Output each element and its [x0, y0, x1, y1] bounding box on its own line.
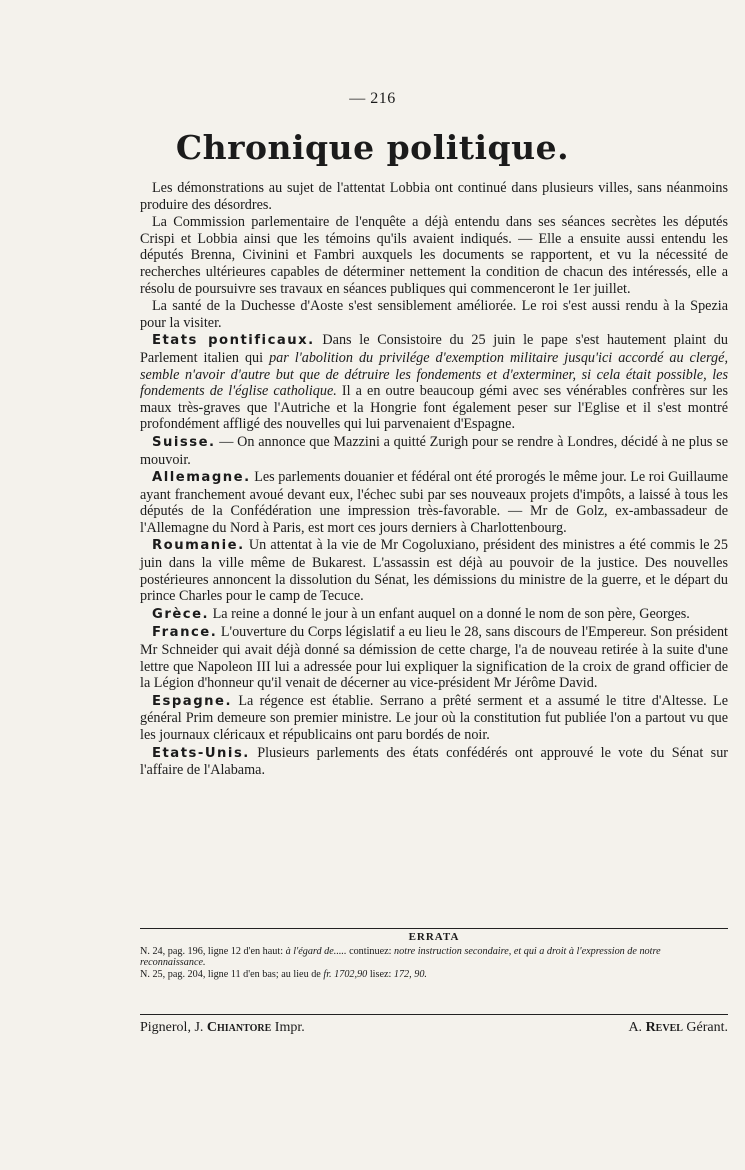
section-heading: Roumanie. — [152, 538, 245, 554]
imprint-footer — [140, 1014, 728, 1036]
errata-line — [140, 969, 728, 981]
printer-credit — [140, 1020, 305, 1036]
paragraph-text: Il a en outre beaucoup gémi avec ses vénérables confrères sur les maux très-graves que l'Autriche et la Hongrie font également peser sur l'Eglise et il s'est montré profondément affligé des nouvelles qui lui parvenaient d'Espagne. — [140, 383, 728, 433]
paragraph-etats-pontificaux — [140, 332, 728, 433]
article-body — [140, 180, 728, 780]
errata-title: ERRATA — [408, 931, 460, 943]
paragraph — [140, 180, 728, 213]
section-heading: Espagne. — [152, 693, 232, 709]
paragraph-text: Un attentat à la vie de Mr Cogoluxiano, président des ministres a été commis le 25 juin dans la ville même de Bukarest. L'assassin est déjà au pouvoir de la justice. Des nouvelles postérieures annoncent la dissolution du Sénat, les démissions du ministre de la guerre, et le départ du prince Charles pour le camp de Tecuce. — [140, 537, 728, 605]
paragraph-text: La régence est établie. Serrano a prêté serment et a assumé le titre d'Altesse. Le général Prim demeure son premier ministre. Le jour où la constitution fut publiée l'on a partout vu que les journaux cléricaux et républicains ont paru bordés de noir. — [140, 692, 728, 743]
manager-credit — [628, 1020, 728, 1036]
paragraph — [140, 214, 728, 297]
errata-ref: N. 24, pag. 196, ligne 12 d'en haut: — [140, 945, 284, 957]
section-heading: Etats pontificaux. — [152, 333, 315, 349]
paragraph-text: L'ouverture du Corps législatif a eu lieu le 28, sans discours de l'Empereur. Son président Mr Schneider qui avait déjà donné sa démission de cette charge, l'a de nouveau retirée à la suite d'une lettre que Napoleon III lui a adressée pour lui expliquer la signification de la croix de grand officier de la Légion d'honneur qu'il venait de décerner au vice-président Mr Jérôme David. — [140, 624, 728, 692]
page-title: Chronique politique. — [175, 128, 570, 167]
paragraph-text: — On annonce que Mazzini a quitté Zurigh pour se rendre à Londres, décidé à ne plus se mouvoir. — [140, 433, 728, 468]
manager-prefix: A. — [628, 1020, 643, 1035]
printer-name: Chiantore — [206, 1020, 272, 1035]
errata-original: à l'égard de..... — [285, 945, 347, 957]
errata-instruction: lisez: — [369, 968, 392, 980]
paragraph-france — [140, 624, 728, 691]
paragraph-text: Les démonstrations au sujet de l'attentat Lobbia ont continué dans plusieurs villes, sans néanmoins produire des désordres. — [140, 180, 728, 213]
paragraph-text: Dans le Consistoire du 25 juin le pape s'est hautement plaint du Parlement italien qui — [140, 332, 728, 366]
paragraph-text: La Commission parlementaire de l'enquête a déjà entendu dans ses séances secrètes les députés Crispi et Lobbia ainsi que les témoins qu'ils avaient indiqués. — Elle a ensuite aussi entendu les députés Brenna, Civinini et Fambri auxquels les documents se rapportent, et vu la nécessité de recherches ultérieures capables de déterminer nettement la condition de chacun des intéressés, elle a résolu de poursuivre ses travaux en séances publiques qui commenceront le 1er juillet. — [140, 214, 728, 297]
paragraph-grece — [140, 606, 728, 624]
paragraph-roumanie — [140, 537, 728, 604]
paragraph-text: La santé de la Duchesse d'Aoste s'est sensiblement améliorée. Le roi s'est aussi rendu à la Spezia pour la visiter. — [140, 298, 728, 331]
errata-correction: notre instruction secondaire, et qui a droit à l'expression de notre reconnaissance. — [140, 945, 661, 968]
paragraph — [140, 298, 728, 331]
errata-instruction: continuez: — [349, 945, 392, 957]
paragraph-text: La reine a donné le jour à un enfant auquel on a donné le nom de son père, Georges. — [212, 605, 690, 622]
paragraph-italic: par l'abolition du privilége d'exemption militaire jusqu'ici accordé au clergé, semble n'avoir d'autre but que de détruire les fondements et d'exterminer, si cela était possible, les fondements de l'église catholique. — [140, 349, 728, 400]
paragraph-suisse — [140, 434, 728, 468]
manager-name: Revel — [645, 1020, 683, 1035]
errata-block — [140, 928, 728, 980]
paragraph-text: Les parlements douanier et fédéral ont été prorogés le même jour. Le roi Guillaume ayant franchement avoué devant eux, l'échec subi par ses nouveaux projets d'impôts, a laissé à tous les députés de la Confédération une impression très-favorable. — Mr de Golz, ex-ambassadeur de l'Allemagne du Nord à Paris, est mort ces jours derniers à Charlottenbourg. — [140, 469, 729, 536]
errata-correction: 172, 90. — [393, 968, 427, 980]
paragraph-etats-unis — [140, 745, 728, 779]
errata-line — [140, 946, 728, 969]
errata-ref: N. 25, pag. 204, ligne 11 d'en bas; au lieu de — [140, 968, 321, 980]
paragraph-allemagne — [140, 469, 728, 536]
paragraph-espagne — [140, 693, 728, 744]
printer-prefix: Pignerol, J. — [140, 1020, 204, 1035]
section-heading: Suisse. — [152, 434, 216, 450]
printer-suffix: Impr. — [274, 1020, 305, 1035]
page-number: — 216 — [349, 90, 396, 107]
section-heading: Etats-Unis. — [152, 745, 250, 761]
section-heading: France. — [152, 625, 218, 641]
paragraph-text: Plusieurs parlements des états confédérés ont approuvé le vote du Sénat sur l'affaire de l'Alabama. — [140, 744, 729, 779]
errata-original: fr. 1702,90 — [323, 968, 368, 980]
section-heading: Grèce. — [152, 606, 210, 622]
section-heading: Allemagne. — [152, 470, 251, 486]
manager-suffix: Gérant. — [686, 1020, 728, 1035]
